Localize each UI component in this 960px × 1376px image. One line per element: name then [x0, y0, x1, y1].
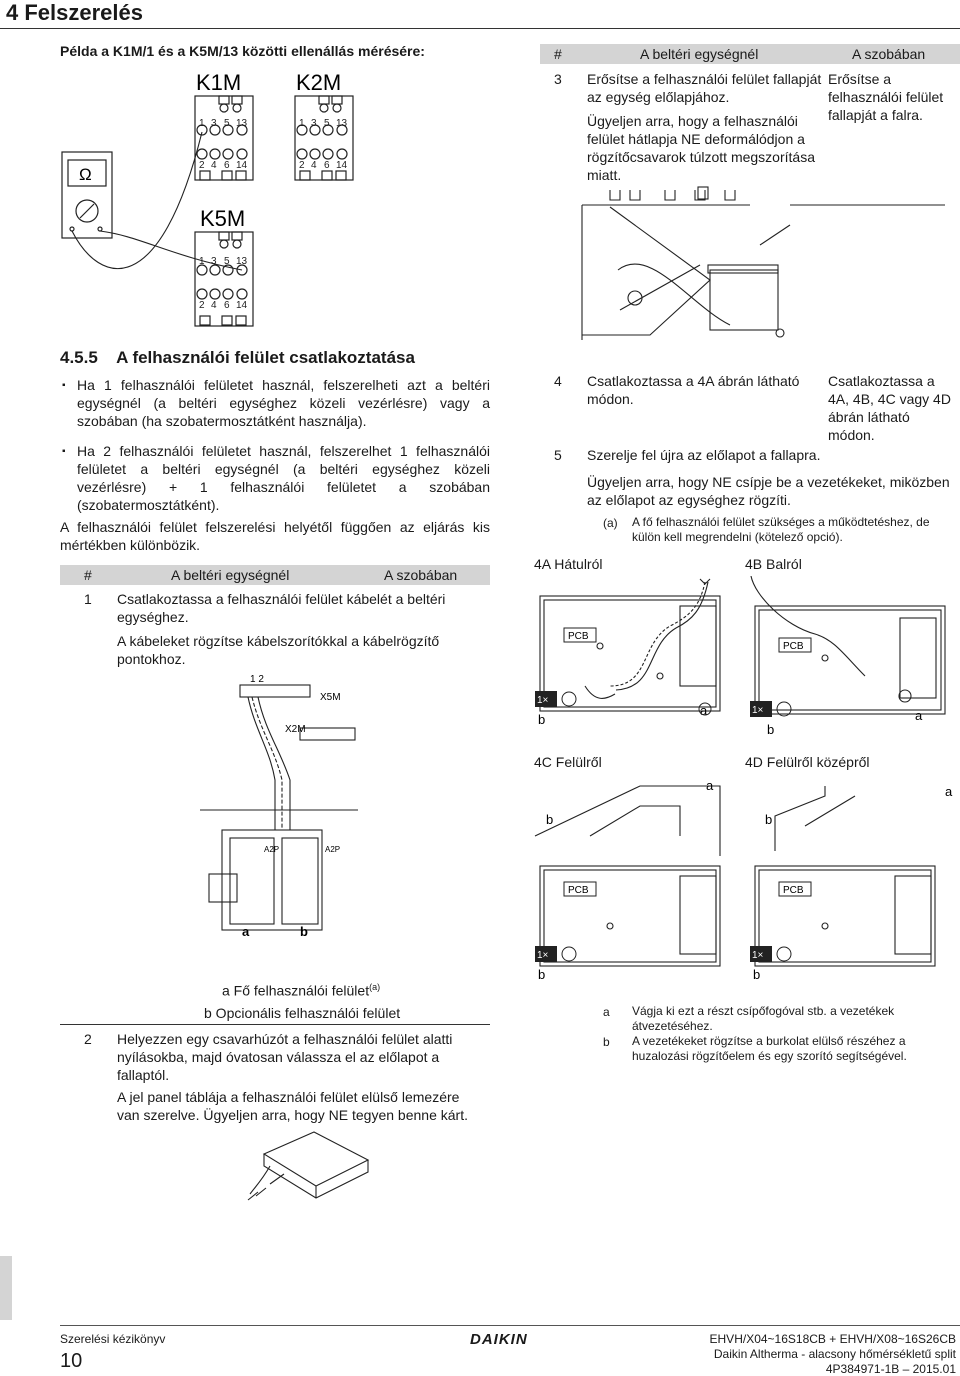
svg-text:4: 4	[211, 160, 217, 171]
label-a: a	[945, 784, 953, 799]
svg-text:13: 13	[236, 118, 248, 129]
pcb-label: PCB	[568, 885, 589, 896]
svg-text:2: 2	[199, 300, 205, 311]
svg-text:5: 5	[324, 118, 330, 129]
row5-text-2: Ügyeljen arra, hogy NE csípje be a vezetékeket, miközben az előlapot az egységhez rögzíti.	[587, 474, 950, 508]
svg-text:6: 6	[224, 300, 230, 311]
page-title: 4 Felszerelés	[6, 0, 143, 25]
svg-text:2: 2	[199, 160, 205, 171]
figure-4d	[745, 776, 960, 986]
label-b-2: b	[538, 967, 546, 982]
one-x-label: 1×	[537, 695, 549, 706]
k1m-label: K1M	[196, 70, 242, 95]
pcb-label: PCB	[783, 641, 804, 652]
svg-text:14: 14	[336, 160, 348, 171]
row2-text: Helyezzen egy csavarhúzót a felhasználói felület alatti nyílásokba, majd óvatosan válassza el az előlapot a fallaptól.	[117, 1031, 453, 1083]
one-x-label: 1×	[752, 705, 764, 716]
figure-4d-label: 4D Felülről középről	[745, 754, 870, 770]
svg-text:2: 2	[299, 160, 305, 171]
label-b: b	[767, 722, 775, 737]
cable-connection-figure	[200, 670, 360, 940]
row5-text: Szerelje fel újra az előlapot a fallapra.	[587, 447, 821, 463]
svg-text:3: 3	[311, 118, 317, 129]
label-b: b	[765, 812, 773, 827]
k5m-contactor	[195, 232, 253, 326]
footer-doc-number: 4P384971-1B – 2015.01	[825, 1362, 956, 1376]
fig-label-a: a	[242, 924, 250, 939]
section-heading: 4.5.5 A felhasználói felület csatlakoztatása	[60, 348, 415, 367]
svg-text:3: 3	[211, 256, 217, 267]
row3-indoor-text: Erősítse a felhasználói felület fallapját az egység előlapjához.	[587, 71, 822, 105]
note-key: (a)	[603, 516, 618, 530]
daikin-logo: DAIKIN	[470, 1331, 528, 1348]
row4-number: 4	[554, 373, 562, 389]
k2m-label: K2M	[296, 70, 342, 95]
footer-manual: Szerelési kézikönyv	[60, 1332, 166, 1346]
front-panel-figure	[244, 1126, 374, 1216]
row5-number: 5	[554, 447, 562, 463]
row2-text-2: A jel panel táblája a felhasználói felület elülső lemezére van szerelve. Ügyeljen arra, hogy NE tegyen benne kárt.	[117, 1089, 468, 1123]
k5m-label: K5M	[200, 206, 246, 231]
fig-legend-a-key: a	[603, 1005, 610, 1019]
footer-rule	[60, 1325, 960, 1326]
footer-page-number: 10	[60, 1350, 83, 1372]
label-a: a	[706, 778, 714, 793]
fig-a2p-2: A2P	[325, 845, 341, 854]
svg-text:5: 5	[224, 256, 230, 267]
note-text: A fő felhasználói felület szükséges a működtetéshez, de külön kell megrendelni (kötelező opció).	[632, 515, 930, 544]
one-x-label: 1×	[752, 950, 764, 961]
label-b: b	[546, 812, 554, 827]
left-table-header	[60, 565, 490, 585]
figure-4b	[745, 576, 960, 741]
svg-text:5: 5	[224, 118, 230, 129]
figure-4c	[530, 776, 745, 986]
legend-b: b Opcionális felhasználói felület	[204, 1005, 401, 1021]
fig-x2m: X2M	[285, 724, 306, 735]
bullet-1: ▪ Ha 1 felhasználói felületet használ, felszerelheti azt a beltéri egységnél (a beltéri egységhez közeli vezérlésre) vagy a szobában (ha szobatermosztátként használja).	[77, 376, 490, 430]
figure-4c-label: 4C Felülről	[534, 754, 602, 770]
col-room: A szobában	[384, 567, 458, 583]
row4-room: Csatlakoztassa a 4A, 4B, 4C vagy 4D ábrán látható módon.	[828, 373, 951, 443]
col-hash: #	[554, 46, 562, 62]
row1-number: 1	[84, 591, 92, 607]
wall-plate-figure	[580, 185, 950, 345]
legend-a-text: a Fő felhasználói felület	[222, 982, 370, 999]
figure-4a-label: 4A Hátulról	[534, 556, 603, 572]
header-rule	[0, 28, 960, 29]
svg-text:13: 13	[236, 256, 248, 267]
row1-text: Csatlakoztassa a felhasználói felület kábelét a beltéri egységhez.	[117, 591, 446, 625]
fig-legend-b-key: b	[603, 1035, 610, 1049]
row4-indoor: Csatlakoztassa a 4A ábrán látható módon.	[587, 373, 800, 407]
measurement-caption: Példa a K1M/1 és a K5M/13 közötti ellenállás mérésére:	[60, 43, 425, 59]
svg-text:4: 4	[311, 160, 317, 171]
svg-text:6: 6	[224, 160, 230, 171]
row2-number: 2	[84, 1031, 92, 1047]
label-a: a	[700, 703, 708, 718]
row3-indoor-warning: Ügyeljen arra, hogy a felhasználói felület hátlapja NE deformálódjon a rögzítőcsavarok túlzott megszorítása miatt.	[587, 113, 815, 183]
fig-x5m: X5M	[320, 692, 341, 703]
footer-model: EHVH/X04~16S18CB + EHVH/X08~16S26CB	[709, 1332, 956, 1346]
section-paragraph: A felhasználói felület felszerelési helyétől függően az eljárás kis mértékben különbözik.	[60, 519, 490, 553]
row3-room-text: Erősítse a felhasználói felület fallapját a falra.	[828, 71, 944, 123]
pcb-label: PCB	[783, 885, 804, 896]
svg-text:14: 14	[236, 160, 248, 171]
label-b-2: b	[753, 967, 761, 982]
svg-text:3: 3	[211, 118, 217, 129]
fig-12: 1 2	[250, 674, 264, 685]
ohm-symbol: Ω	[79, 165, 92, 184]
svg-text:13: 13	[336, 118, 348, 129]
col-room: A szobában	[852, 46, 926, 62]
svg-text:1: 1	[199, 118, 205, 129]
figure-4b-label: 4B Balról	[745, 556, 802, 572]
fig-a2p-1: A2P	[264, 845, 280, 854]
top-table-header	[540, 44, 960, 64]
legend-a-sup: (a)	[369, 982, 381, 992]
resistance-measurement-figure	[60, 66, 380, 341]
col-hash: #	[84, 567, 92, 583]
svg-text:1: 1	[299, 118, 305, 129]
fig-label-b: b	[300, 924, 308, 939]
label-a: a	[915, 708, 923, 723]
one-x-label: 1×	[537, 950, 549, 961]
figure-4a	[530, 576, 745, 741]
svg-text:1: 1	[199, 256, 205, 267]
svg-text:4: 4	[211, 300, 217, 311]
fig-legend-b-text: A vezetékeket rögzítse a burkolat elülső részéhez a huzalozási rögzítőelem és egy szorító segítségével.	[632, 1034, 907, 1063]
bullet-2: ▪ Ha 2 felhasználói felületet használ, felszerelhet 1 felhasználói felületet a beltéri egységnél (a beltéri egységhez közeli vezérlésre) + 1 felhasználói felületet a szobában (szobatermosztátként).	[77, 442, 490, 514]
pcb-label: PCB	[568, 631, 589, 642]
label-b: b	[538, 712, 546, 727]
col-indoor: A beltéri egységnél	[640, 46, 759, 62]
row-divider	[60, 1024, 490, 1025]
row1-text-2: A kábeleket rögzítse kábelszorítókkal a kábelrögzítő pontokhoz.	[117, 633, 440, 667]
fig-legend-a-text: Vágja ki ezt a részt csípőfogóval stb. a vezetékek átvezetéséhez.	[632, 1004, 895, 1033]
page-edge-tab	[0, 1256, 12, 1320]
footer-product: Daikin Altherma - alacsony hőmérsékletű split	[713, 1347, 956, 1361]
svg-text:14: 14	[236, 300, 248, 311]
row3-number: 3	[554, 71, 562, 87]
col-indoor: A beltéri egységnél	[171, 567, 290, 583]
svg-text:6: 6	[324, 160, 330, 171]
legend-a	[222, 978, 380, 1000]
